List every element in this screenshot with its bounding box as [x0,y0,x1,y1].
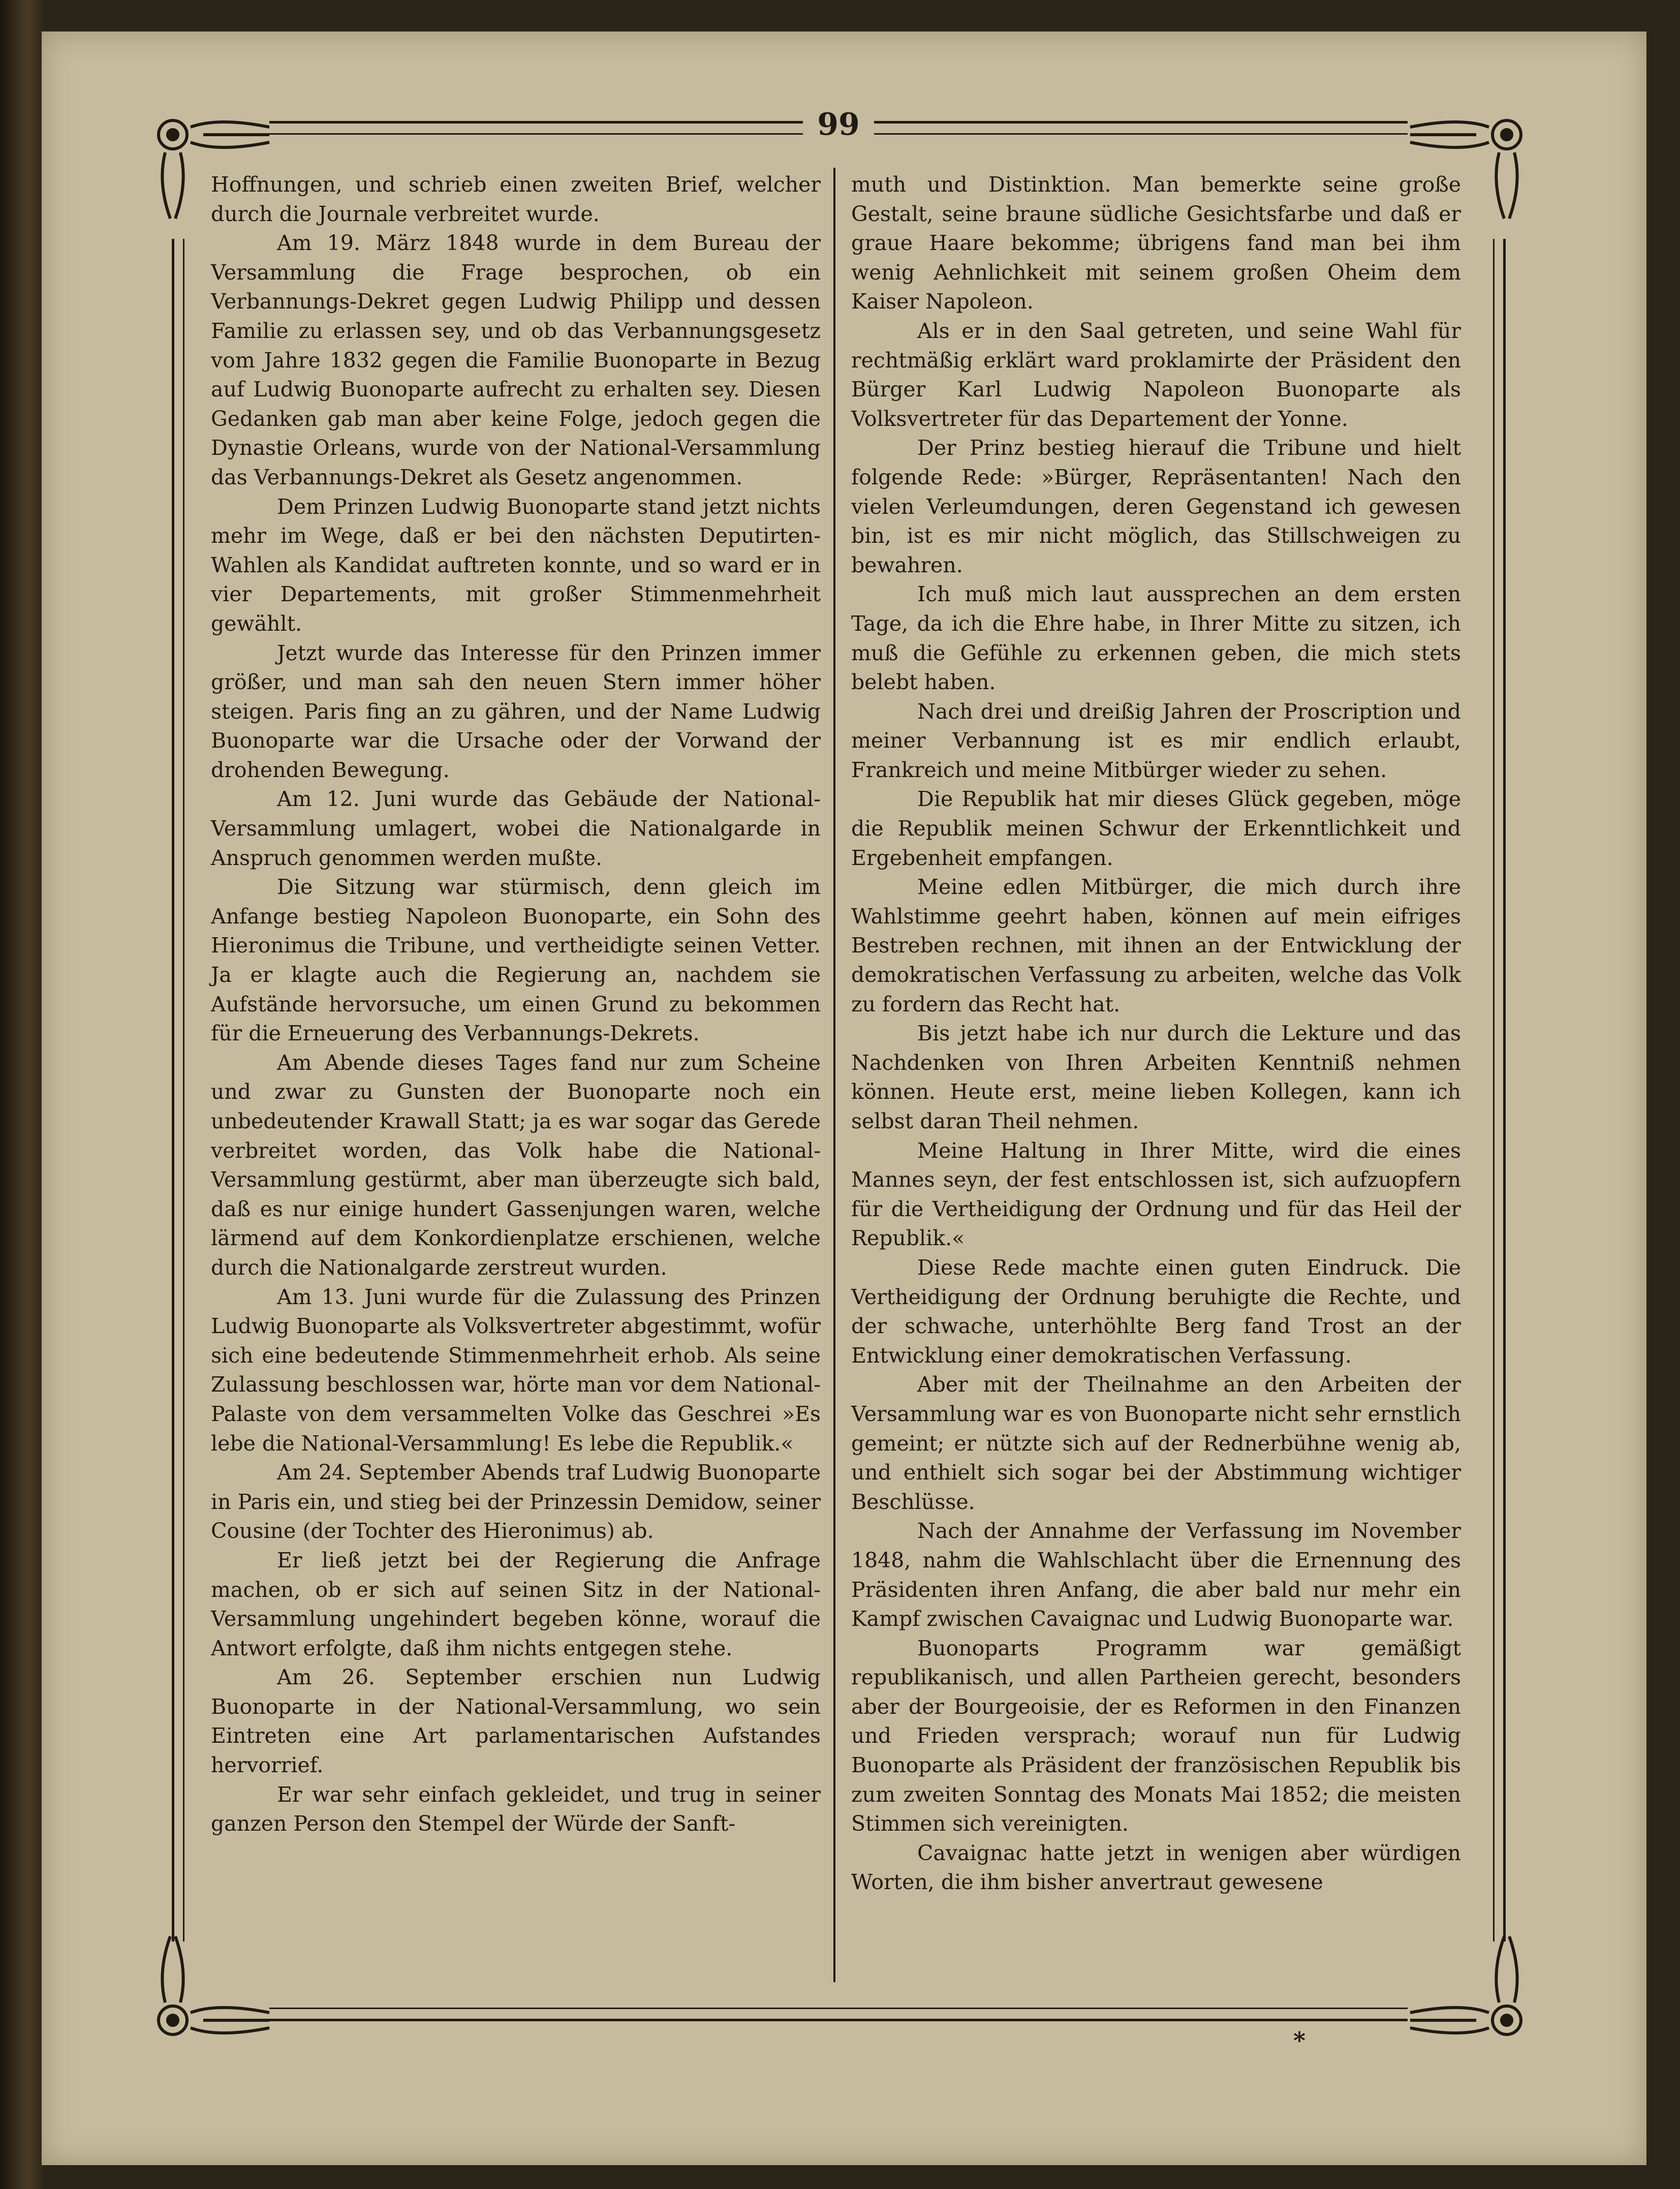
footer-rule-top [269,2008,1408,2009]
paragraph: Als er in den Saal getreten, und seine Wahl für rechtmäßig erklärt ward proklamirte der Präsident den Bürger Karl Ludwig Napoleon Buonoparte als Volksvertreter für das Departement der Yonne. [851,318,1461,431]
right-border-inner [1493,239,1495,1941]
right-column [851,170,1461,1897]
paragraph: Bis jetzt habe ich nur durch die Lekture und das Nachdenken von Ihren Arbeiten Kenntniß nehmen können. Heute erst, meine lieben Kollegen, kann ich selbst daran Theil nehmen. [851,1021,1461,1133]
left-border-outer [172,239,174,1941]
paragraph: Diese Rede machte einen guten Eindruck. Die Vertheidigung der Ordnung beruhigte die Rechte, und der schwache, unterhöhlte Berg fand Trost an der Entwicklung einer demokratischen Verfassung. [851,1255,1461,1368]
paragraph: Meine Haltung in Ihrer Mitte, wird die eines Mannes seyn, der fest entschlossen ist, sich aufzuopfern für die Vertheidigung der Ordnung und für das Heil der Republik.« [851,1138,1461,1251]
paragraph: Die Republik hat mir dieses Glück gegeben, möge die Republik meinen Schwur der Erkenntlichkeit und Ergebenheit empfangen. [851,787,1461,870]
footer-rule-bottom [269,2019,1408,2021]
corner-ornament-bottom-right-icon [1400,1926,1532,2048]
page-number: 99 [817,107,860,142]
paragraph: Er war sehr einfach gekleidet, und trug in seiner ganzen Person den Stempel der Würde der Sanft- [211,1782,821,1836]
corner-ornament-bottom-left-icon [147,1926,279,2048]
header-rule-right-bottom [874,133,1408,135]
paragraph: Die Sitzung war stürmisch, denn gleich im Anfange bestieg Napoleon Buonoparte, ein Sohn des Hieronimus die Tribune, und vertheidigte seinen Vetter. Ja er klagte auch die Regierung an, nachdem sie Aufstände hervorsuche, um einen Grund zu bekommen für die Erneuerung des Verbannungs-Dekrets. [211,875,821,1046]
paragraph: Am 26. September erschien nun Ludwig Buonoparte in der National-Versammlung, wo sein Eintreten eine Art parlamentarischen Aufstandes hervorrief. [211,1665,821,1778]
paragraph: Ich muß mich laut aussprechen an dem ersten Tage, da ich die Ehre habe, in Ihrer Mitte zu sitzen, ich muß die Gefühle zu erkennen geben, die mich stets belebt haben. [851,582,1461,695]
paragraph: Cavaignac hatte jetzt in wenigen aber würdigen Worten, die ihm bisher anvertraut gewesene [851,1840,1461,1895]
paragraph: Am 13. Juni wurde für die Zulassung des Prinzen Ludwig Buonoparte als Volksvertreter abgestimmt, wofür sich eine bedeutende Stimmenmehrheit erhob. Als seine Zulassung beschlossen war, hörte man vor dem National-Palaste von dem versammelten Volke das Geschrei »Es lebe die National-Versammlung! Es lebe die Republik.« [211,1284,821,1456]
column-divider [833,168,835,1982]
header-rule-left-bottom [269,133,803,135]
header-rule-right-top [874,121,1408,124]
book-spine [0,0,46,2189]
paragraph: Meine edlen Mitbürger, die mich durch ihre Wahlstimme geehrt haben, können auf mein eifriges Bestreben rechnen, mit ihnen an der Entwicklung der demokratischen Verfassung zu arbeiten, welche das Volk zu fordern das Recht hat. [851,875,1461,1016]
paragraph: Dem Prinzen Ludwig Buonoparte stand jetzt nichts mehr im Wege, daß er bei den nächsten Deputirten-Wahlen als Kandidat auftreten konnte, und so ward er in vier Departements, mit großer Stimmenmehrheit gewählt. [211,494,821,636]
paragraph: Am 12. Juni wurde das Gebäude der National-Versammlung umlagert, wobei die Nationalgarde in Anspruch genommen werden mußte. [211,787,821,870]
paragraph: Aber mit der Theilnahme an den Arbeiten der Versammlung war es von Buonoparte nicht sehr ernstlich gemeint; er nützte sich auf der Rednerbühne wenig ab, und enthielt sich sogar bei der Abstimmung wichtiger Beschlüsse. [851,1372,1461,1514]
paragraph: Nach der Annahme der Verfassung im November 1848, nahm die Wahlschlacht über die Ernennung des Präsidenten ihren Anfang, die aber bald nur mehr ein Kampf zwischen Cavaignac und Ludwig Buonoparte war. [851,1519,1461,1631]
left-column [211,170,821,1839]
paragraph: Jetzt wurde das Interesse für den Prinzen immer größer, und man sah den neuen Stern immer höher steigen. Paris fing an zu gähren, und der Name Ludwig Buonoparte war die Ursache oder der Vorwand der drohenden Bewegung. [211,640,821,782]
paragraph: Der Prinz bestieg hierauf die Tribune und hielt folgende Rede: »Bürger, Repräsentanten! Nach den vielen Verleumdungen, deren Gegenstand ich gewesen bin, ist es mir nicht möglich, das Stillschweigen zu bewahren. [851,436,1461,577]
footer-mark: * [1293,2027,1306,2054]
paragraph: Am 24. September Abends traf Ludwig Buonoparte in Paris ein, und stieg bei der Prinzessin Demidow, seiner Cousine (der Tochter des Hieronimus) ab. [211,1460,821,1544]
paragraph: Am 19. März 1848 wurde in dem Bureau der Versammlung die Frage besprochen, ob ein Verbannungs-Dekret gegen Ludwig Philipp und dessen Familie zu erlassen sey, und ob das Verbannungsgesetz vom Jahre 1832 gegen die Familie Buonoparte in Bezug auf Ludwig Buonoparte aufrecht zu erhalten sey. Diesen Gedanken gab man aber keine Folge, jedoch gegen die Dynastie Orleans, wurde von der National-Versammlung das Verbannungs-Dekret als Gesetz angenommen. [211,231,821,489]
paragraph: Nach drei und dreißig Jahren der Proscription und meiner Verbannung ist es mir endlich erlaubt, Frankreich und meine Mitbürger wieder zu sehen. [851,699,1461,782]
right-border-outer [1503,239,1506,1941]
paragraph: Buonoparts Programm war gemäßigt republikanisch, und allen Partheien gerecht, besonders aber der Bourgeoisie, der es Reformen in den Finanzen und Frieden versprach; worauf nun für Ludwig Buonoparte als Präsident der französischen Republik bis zum zweiten Sonntag des Monats Mai 1852; die meisten Stimmen sich vereinigten. [851,1636,1461,1836]
header-rule-left-top [269,121,803,124]
paragraph: Hoffnungen, und schrieb einen zweiten Brief, welcher durch die Journale verbreitet wurde. [211,172,821,226]
paragraph: Er ließ jetzt bei der Regierung die Anfrage machen, ob er sich auf seinen Sitz in der National-Versammlung ungehindert begeben könne, worauf die Antwort erfolgte, daß ihm nichts entgegen stehe. [211,1548,821,1660]
paragraph: Am Abende dieses Tages fand nur zum Scheine und zwar zu Gunsten der Buonoparte noch ein unbedeutender Krawall Statt; ja es war sogar das Gerede verbreitet worden, das Volk habe die National-Versammlung gestürmt, aber man überzeugte sich bald, daß es nur einige hundert Gassenjungen waren, welche lärmend auf dem Konkordienplatze erschienen, welche durch die Nationalgarde zerstreut wurden. [211,1050,821,1280]
left-border-inner [183,239,184,1941]
paragraph: muth und Distinktion. Man bemerkte seine große Gestalt, seine braune südliche Gesichtsfarbe und daß er graue Haare bekomme; übrigens fand man bei ihm wenig Aehnlichkeit mit seinem großen Oheim dem Kaiser Napoleon. [851,172,1461,314]
